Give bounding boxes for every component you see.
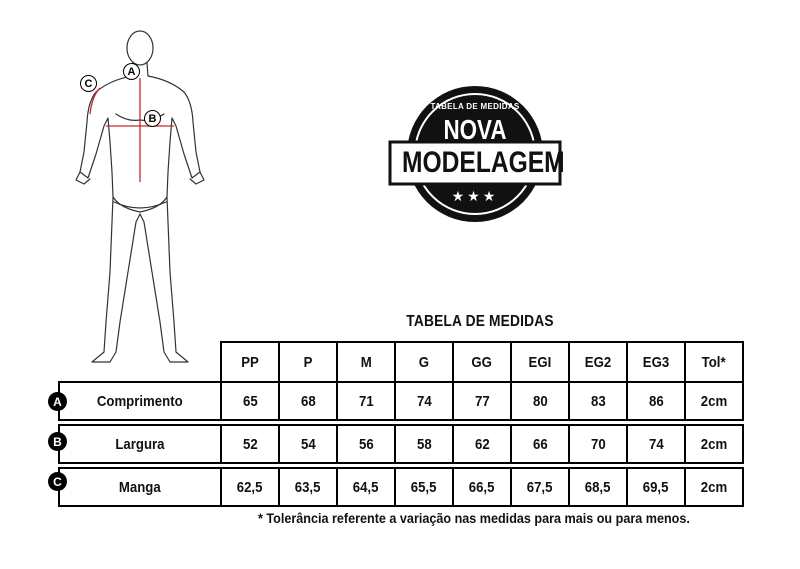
table-cell: 86 xyxy=(627,382,685,420)
table-cell: 74 xyxy=(627,425,685,463)
column-header: PP xyxy=(221,342,279,382)
body-figure xyxy=(40,22,240,382)
badge-line2: MODELAGEM xyxy=(402,146,565,179)
table-cell: 77 xyxy=(453,382,511,420)
table-cell: 2cm xyxy=(685,382,743,420)
marker-c-figure: C xyxy=(80,75,97,92)
column-header: M xyxy=(337,342,395,382)
table-cell: 66 xyxy=(511,425,569,463)
table-cell: 65,5 xyxy=(395,468,453,506)
table-cell: 62 xyxy=(453,425,511,463)
table-title: TABELA DE MEDIDAS xyxy=(406,313,554,330)
table-row xyxy=(59,382,743,420)
table-cell: 71 xyxy=(337,382,395,420)
table-cell: 58 xyxy=(395,425,453,463)
table-cell: 54 xyxy=(279,425,337,463)
table-cell: 68 xyxy=(279,382,337,420)
table-row xyxy=(59,468,743,506)
table-header-row xyxy=(59,342,743,382)
table-cell: 70 xyxy=(569,425,627,463)
table-cell: 62,5 xyxy=(221,468,279,506)
marker-a-figure: A xyxy=(123,63,140,80)
table-cell: 2cm xyxy=(685,468,743,506)
marker-b-figure: B xyxy=(144,110,161,127)
column-header: EG2 xyxy=(569,342,627,382)
table-row xyxy=(59,425,743,463)
table-cell: 52 xyxy=(221,425,279,463)
tolerance-note: * Tolerância referente a variação nas medidas para mais ou para menos. xyxy=(258,510,690,526)
marker-a: A xyxy=(48,392,67,411)
table-cell: 64,5 xyxy=(337,468,395,506)
column-header: G xyxy=(395,342,453,382)
column-header: GG xyxy=(453,342,511,382)
row-label: Manga xyxy=(59,468,221,506)
badge-stars: ★★★ xyxy=(451,188,499,204)
table-cell: 69,5 xyxy=(627,468,685,506)
table-cell: 80 xyxy=(511,382,569,420)
marker-c: C xyxy=(48,472,67,491)
table-cell: 56 xyxy=(337,425,395,463)
column-header: Tol* xyxy=(685,342,743,382)
table-cell: 67,5 xyxy=(511,468,569,506)
column-header: EGI xyxy=(511,342,569,382)
marker-b: B xyxy=(48,432,67,451)
table-cell: 83 xyxy=(569,382,627,420)
table-cell: 66,5 xyxy=(453,468,511,506)
body-outline-icon xyxy=(40,22,240,382)
nova-modelagem-badge xyxy=(386,84,564,224)
column-header: EG3 xyxy=(627,342,685,382)
badge-top-text: TABELA DE MEDIDAS xyxy=(430,102,520,111)
table-cell: 68,5 xyxy=(569,468,627,506)
row-label: Largura xyxy=(59,425,221,463)
table-cell: 65 xyxy=(221,382,279,420)
table-cell: 74 xyxy=(395,382,453,420)
size-table xyxy=(58,341,744,507)
badge-line1: NOVA xyxy=(443,114,507,145)
row-label: Comprimento xyxy=(59,382,221,420)
table-corner xyxy=(59,342,221,382)
table-cell: 63,5 xyxy=(279,468,337,506)
column-header: P xyxy=(279,342,337,382)
table-cell: 2cm xyxy=(685,425,743,463)
